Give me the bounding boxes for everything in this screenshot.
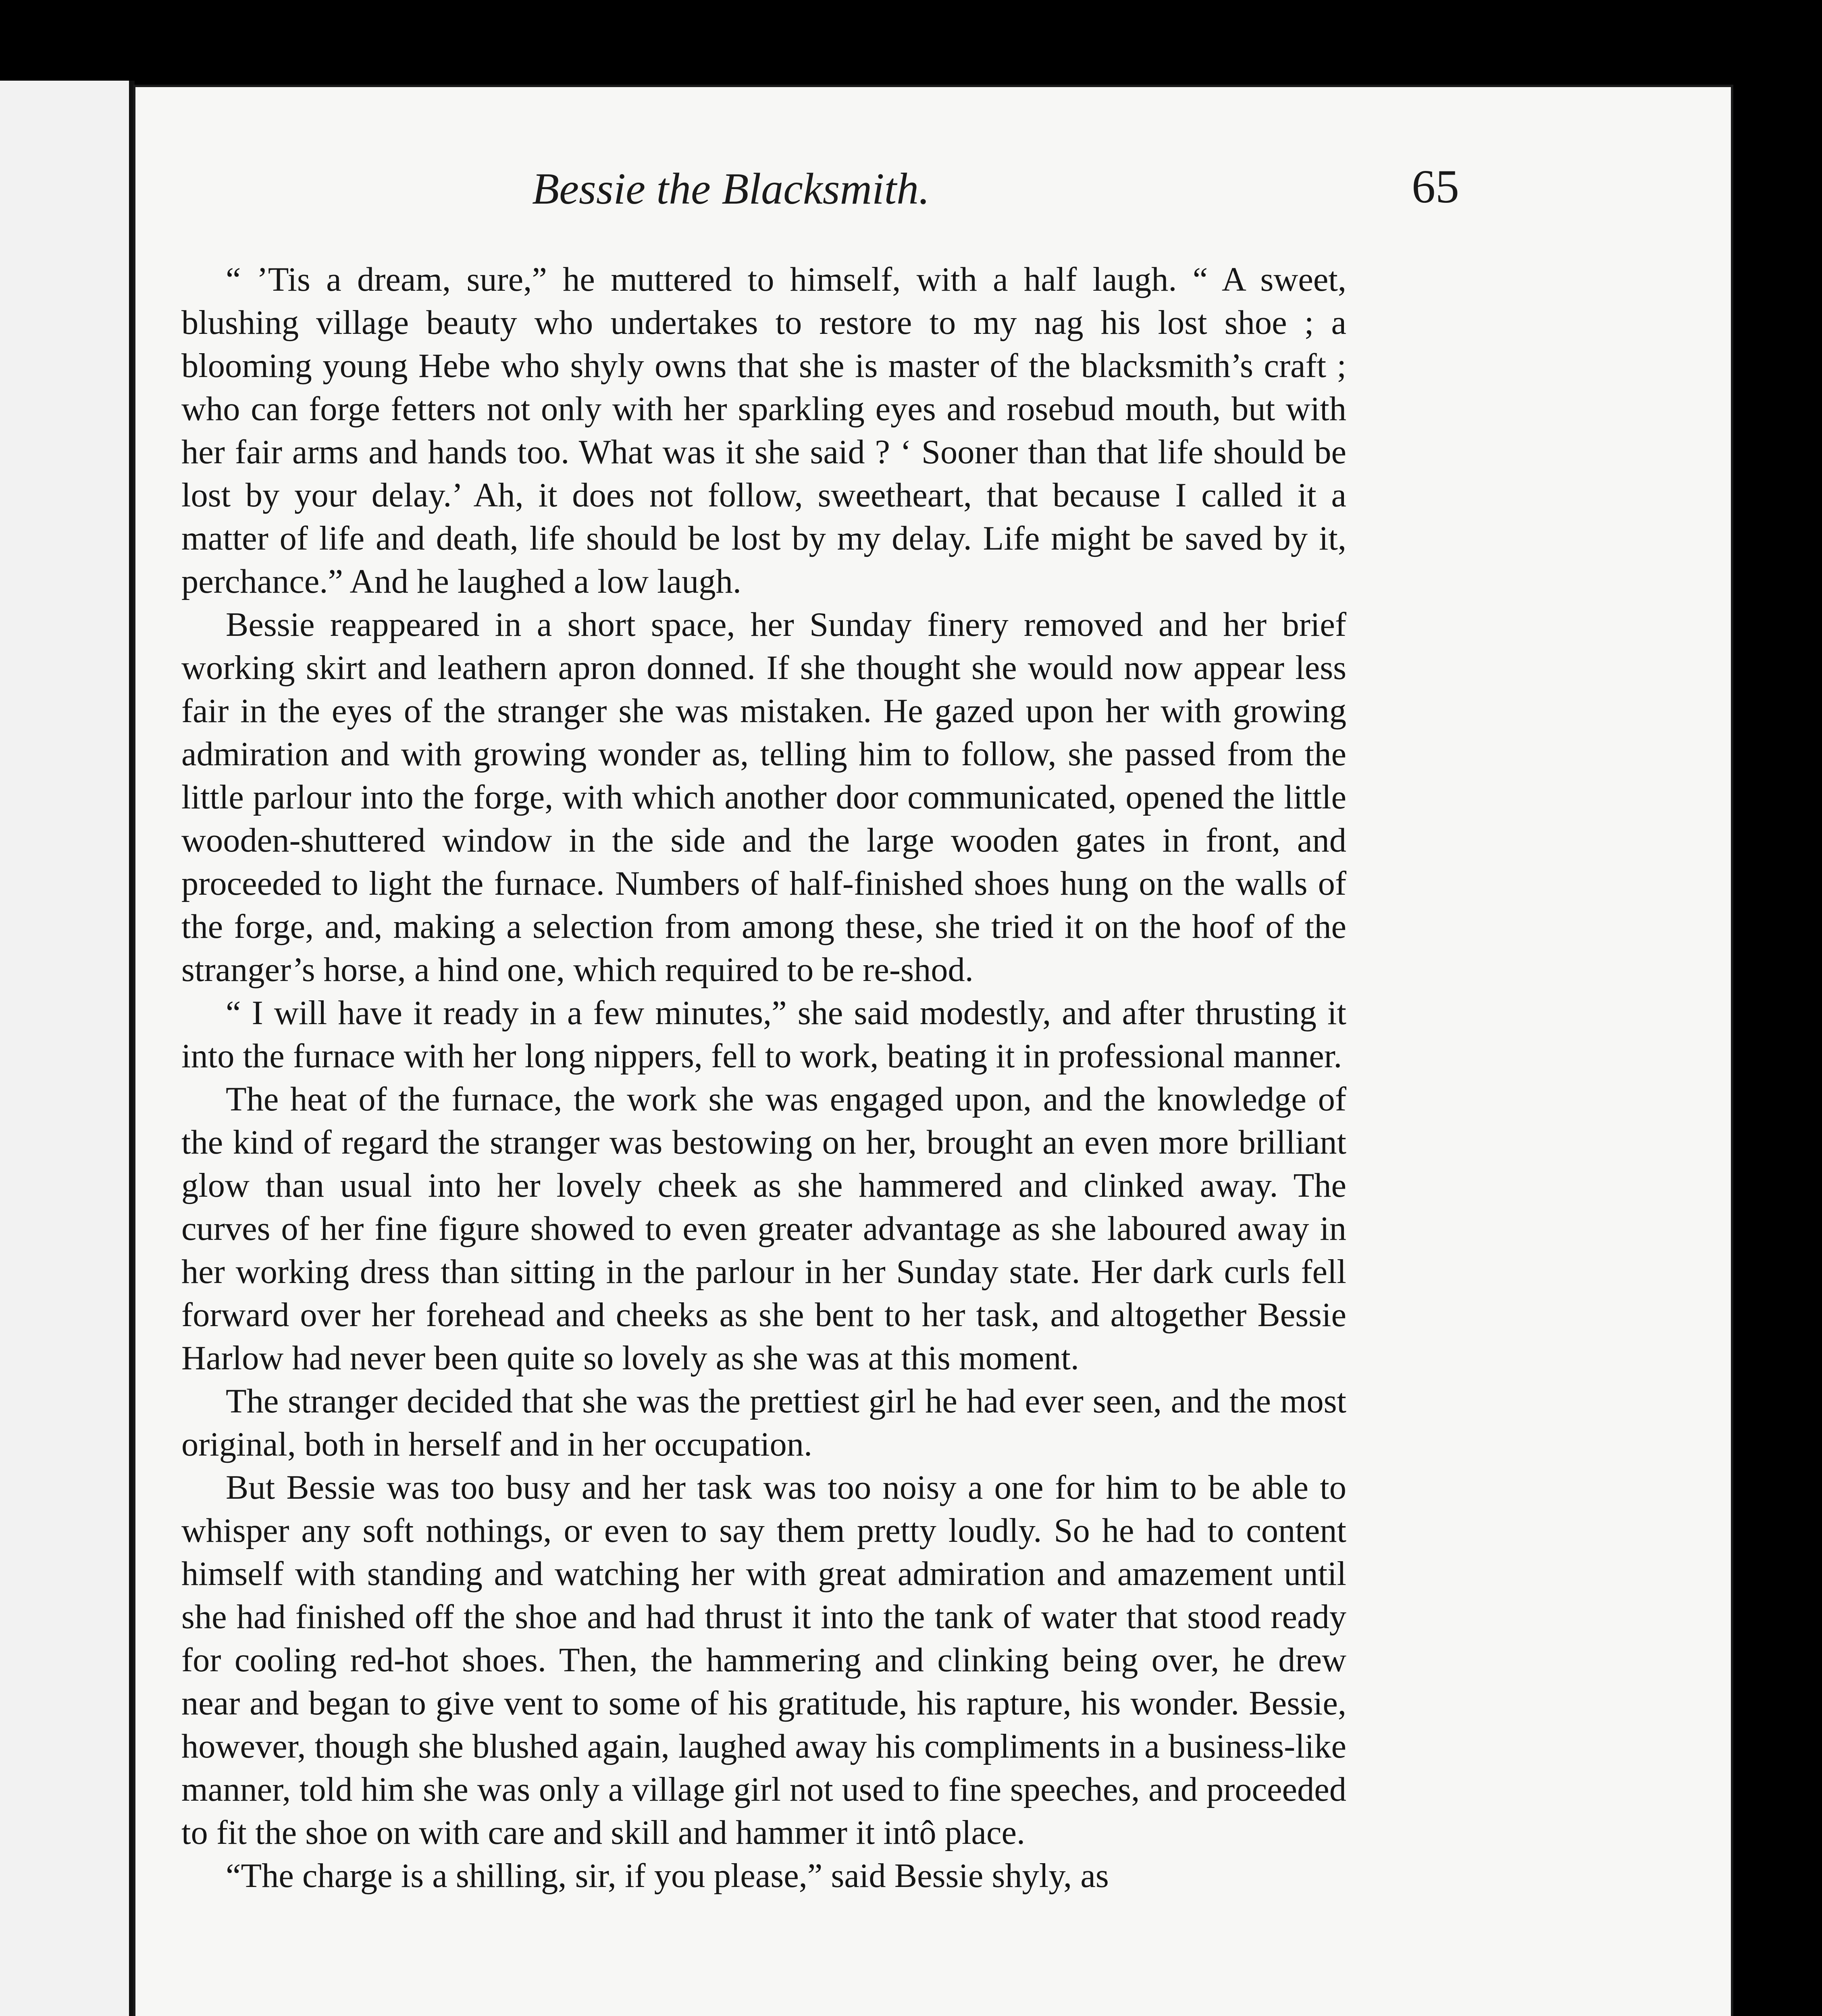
paragraph: “The charge is a shilling, sir, if you please,” said Bessie shyly, as (226, 1857, 1109, 1895)
running-head (532, 160, 1459, 232)
page-number: 65 (1412, 160, 1459, 213)
running-head-title: Bessie the Blacksmith. (532, 164, 930, 213)
paragraph: But Bessie was too busy and her task was too noisy a one for him to be able to whisper any soft nothings, or even to say them pretty loudly. So he had to content himself with standing and watching her with great admiration and amazement until she had finished off the shoe and had thrust it into the tank of water that stood ready for cooling red-hot shoes. Then, the hammering and clinking being over, he drew near and began to give vent to some of his gratitude, his rapture, his wonder. Bessie, however, though she blushed again, laughed away his compliments in a business-like manner, told him she was only a village girl not used to fine speeches, and proceeded to fit the shoe on with care and skill and hammer it intô place. (181, 1469, 1346, 1851)
body-text (181, 258, 1346, 1897)
facing-page-edge (0, 81, 135, 2016)
paragraph: “ ’Tis a dream, sure,” he muttered to himself, with a half laugh. “ A sweet, blushing village beauty who undertakes to restore to my nag his lost shoe ; a blooming young Hebe who shyly owns that she is master of the blacksmith’s craft ; who can forge fetters not only with her sparkling eyes and rosebud mouth, but with her fair arms and hands too. What was it she said ? ‘ Sooner than that life should be lost by your delay.’ Ah, it does not follow, sweetheart, that because I called it a matter of life and death, life should be lost by my delay. Life might be saved by it, perchance.” And he laughed a low laugh. (181, 261, 1346, 600)
paragraph: “ I will have it ready in a few minutes,” she said modestly, and after thrusting it into the furnace with her long nippers, fell to work, beating it in professional manner. (181, 994, 1346, 1075)
paragraph: The heat of the furnace, the work she was engaged upon, and the knowledge of the kind of regard the stranger was bestowing on her, brought an even more brilliant glow than usual into her lovely cheek as she hammered and clinked away. The curves of her fine figure showed to even greater advantage as she laboured away in her working dress than sitting in the parlour in her Sunday state. Her dark curls fell forward over her forehead and cheeks as she bent to her task, and altogether Bessie Harlow had never been quite so lovely as she was at this moment. (181, 1081, 1346, 1377)
paragraph: The stranger decided that she was the prettiest girl he had ever seen, and the most original, both in herself and in her occupation. (181, 1383, 1346, 1463)
paragraph: Bessie reappeared in a short space, her Sunday finery removed and her brief working skirt and leathern apron donned. If she thought she would now appear less fair in the eyes of the stranger she was mistaken. He gazed upon her with growing admiration and with growing wonder as, telling him to follow, she passed from the little parlour into the forge, with which another door communicated, opened the little wooden-shuttered window in the side and the large wooden gates in front, and proceeded to light the furnace. Numbers of half-finished shoes hung on the walls of the forge, and, making a selection from among these, she tried it on the hoof of the stranger’s horse, a hind one, which required to be re-shod. (181, 606, 1346, 989)
